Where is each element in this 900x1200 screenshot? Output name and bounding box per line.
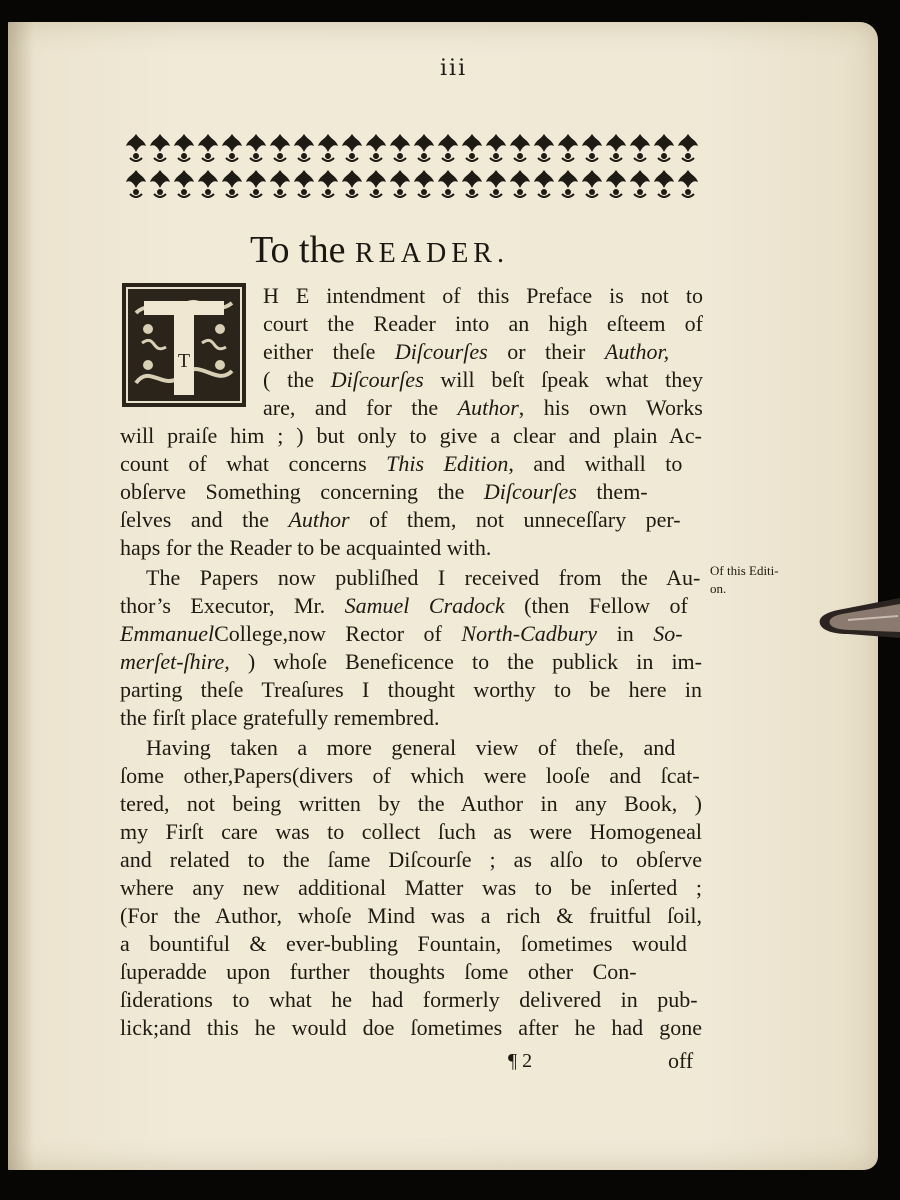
text-line bbox=[120, 479, 648, 505]
text-segment: ſome other,Papers(divers of which were looſe and ſcat- bbox=[120, 763, 700, 788]
text-line bbox=[120, 423, 702, 449]
text-segment: thor’s Executor, Mr. bbox=[120, 593, 345, 618]
text-segment: my Firſt care was to collect ſuch as were Homogeneal bbox=[120, 819, 702, 844]
text-line bbox=[120, 677, 702, 703]
text-segment: College,now Rector of bbox=[214, 621, 462, 646]
margin-note-line-2: on. bbox=[710, 581, 727, 596]
italic-segment: Diſcourſes bbox=[394, 339, 488, 364]
text-segment: haps for the Reader to be acquainted with. bbox=[120, 535, 492, 560]
text-segment: Having taken a more general view of theſe, and bbox=[146, 735, 676, 760]
text-line bbox=[120, 621, 683, 647]
text-line bbox=[146, 735, 675, 761]
italic-segment: Author bbox=[288, 507, 350, 532]
text-segment: either theſe bbox=[263, 339, 395, 364]
italic-segment: Author bbox=[457, 395, 519, 420]
text-segment: them- bbox=[576, 479, 648, 504]
text-segment: (For the Author, whoſe Mind was a rich & fruitful ſoil, bbox=[120, 903, 702, 928]
text-segment: court the Reader into an high eſteem of bbox=[263, 311, 703, 336]
text-segment: ſiderations to what he had formerly delivered in pub- bbox=[120, 987, 698, 1012]
text-segment: or their bbox=[487, 339, 605, 364]
text-segment: count of what concerns bbox=[120, 451, 387, 476]
text-line bbox=[263, 367, 703, 393]
text-segment: H E intendment of this Preface is not to bbox=[263, 283, 703, 308]
text-line bbox=[120, 959, 637, 985]
page-heading bbox=[250, 228, 509, 272]
text-line bbox=[120, 791, 702, 817]
heading-smallcaps: READER. bbox=[354, 238, 509, 269]
text-line bbox=[120, 763, 700, 789]
text-line bbox=[120, 847, 702, 873]
bookmark-pointer-icon bbox=[818, 594, 900, 646]
fleuron-row-icon bbox=[124, 132, 700, 164]
text-line bbox=[120, 593, 688, 619]
ornament-band-top bbox=[124, 132, 700, 164]
text-line bbox=[120, 987, 698, 1013]
text-line bbox=[120, 705, 439, 731]
text-segment: parting theſe Treaſures I thought worthy to be here in bbox=[120, 677, 702, 702]
text-line bbox=[120, 875, 702, 901]
text-line bbox=[263, 339, 669, 365]
text-segment: a bountiful & ever-bubling Fountain, ſometimes would bbox=[120, 931, 687, 956]
text-segment: are, and for the bbox=[263, 395, 458, 420]
text-line bbox=[263, 283, 703, 309]
text-line bbox=[263, 395, 703, 421]
italic-segment: This Edition bbox=[386, 451, 509, 476]
text-segment: where any new additional Matter was to be inſerted ; bbox=[120, 875, 702, 900]
text-segment: will beſt ſpeak what they bbox=[423, 367, 703, 392]
italic-segment: North-Cadbury bbox=[461, 621, 598, 646]
text-segment: obſerve Something concerning the bbox=[120, 479, 484, 504]
page-folio: iii bbox=[440, 56, 468, 81]
italic-segment: So- bbox=[653, 621, 683, 646]
text-segment: of them, not unneceſſary per- bbox=[349, 507, 681, 532]
heading-prefix: To the bbox=[250, 229, 355, 271]
text-segment: ( the bbox=[263, 367, 331, 392]
text-line bbox=[120, 535, 491, 561]
dropcap-letter: T bbox=[177, 350, 191, 372]
text-line bbox=[120, 931, 687, 957]
italic-segment: Diſcourſes bbox=[330, 367, 424, 392]
decorated-initial bbox=[122, 283, 246, 407]
italic-segment: Samuel Cradock bbox=[344, 593, 505, 618]
text-line bbox=[146, 565, 700, 591]
margin-note bbox=[710, 562, 779, 598]
text-line bbox=[263, 311, 703, 337]
text-line bbox=[120, 507, 681, 533]
text-line bbox=[120, 819, 702, 845]
italic-segment: merſet-ſhire, bbox=[120, 649, 230, 674]
fleuron-row-icon bbox=[124, 168, 700, 200]
text-line bbox=[120, 451, 682, 477]
text-line bbox=[120, 903, 702, 929]
catchword: off bbox=[668, 1048, 694, 1073]
ornament-band-bottom bbox=[124, 168, 700, 200]
italic-segment: Author, bbox=[604, 339, 670, 364]
text-segment: ſuperadde upon further thoughts ſome other Con- bbox=[120, 959, 637, 984]
text-segment: (then Fellow of bbox=[504, 593, 688, 618]
text-segment: the firſt place gratefully remembred. bbox=[120, 705, 440, 730]
text-segment: in bbox=[597, 621, 654, 646]
text-segment: ſelves and the bbox=[120, 507, 289, 532]
text-segment: , his own Works bbox=[518, 395, 703, 420]
text-segment: tered, not being written by the Author in any Book, ) bbox=[120, 791, 702, 816]
signature-mark: ¶ 2 bbox=[508, 1050, 533, 1072]
italic-segment: Diſcourſes bbox=[483, 479, 577, 504]
margin-note-line-1: Of this Editi- bbox=[710, 563, 779, 578]
text-line bbox=[120, 1015, 702, 1041]
text-line bbox=[120, 649, 702, 675]
italic-segment: Emmanuel bbox=[120, 621, 215, 646]
text-segment: ) whoſe Beneficence to the publick in im- bbox=[229, 649, 702, 674]
text-segment: will praiſe him ; ) but only to give a clear and plain Ac- bbox=[120, 423, 702, 448]
text-segment: , and withall to bbox=[508, 451, 683, 476]
text-segment: The Papers now publiſhed I received from the Au- bbox=[146, 565, 701, 590]
text-segment: and related to the ſame Diſcourſe ; as alſo to obſerve bbox=[120, 847, 702, 872]
text-segment: lick;and this he would doe ſometimes after he had gone bbox=[120, 1015, 702, 1040]
